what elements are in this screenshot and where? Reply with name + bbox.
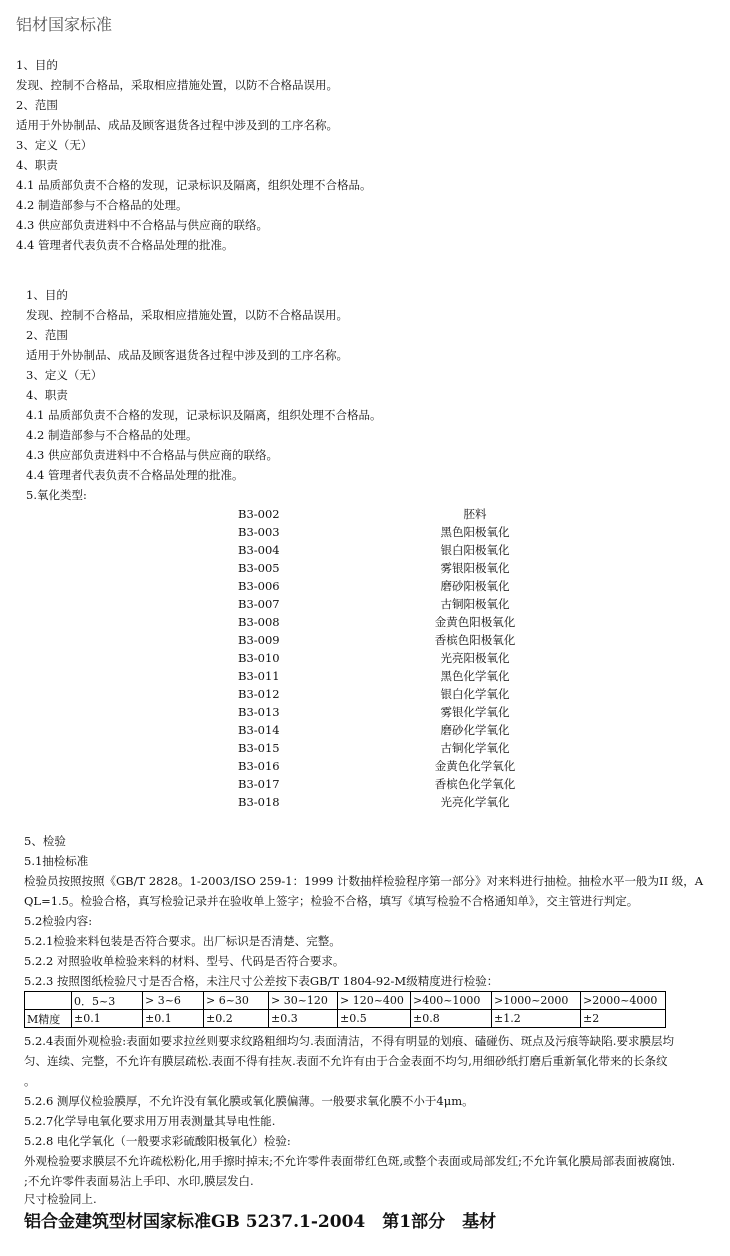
- s1-definition: 3、定义（无）: [16, 138, 93, 152]
- s2-purpose-text: 发现、控制不合格品，采取相应措施处置，以防不合格品误用。: [26, 308, 348, 322]
- oxidation-name: 磨砂阳极氧化: [440, 579, 510, 593]
- s5-2-1: 5.2.1检验来料包装是否符合要求。出厂标识是否清楚、完整。: [24, 934, 341, 948]
- s1-purpose-heading: 1、目的: [16, 58, 58, 72]
- s2-duty-4-1: 4.1 品质部负责不合格的发现，记录标识及隔离，组织处理不合格品。: [26, 408, 382, 422]
- oxidation-name: 光亮阳极氧化: [440, 651, 510, 665]
- oxidation-name: 胚料: [463, 507, 487, 521]
- table-cell: ±0.1: [143, 1010, 204, 1028]
- s2-duty-4-4: 4.4 管理者代表负责不合格品处理的批准。: [26, 468, 244, 482]
- oxidation-code: B3-016: [238, 759, 280, 773]
- oxidation-code: B3-006: [238, 579, 280, 593]
- s2-duty-heading: 4、职责: [26, 388, 68, 402]
- s1-duty-4-4: 4.4 管理者代表负责不合格品处理的批准。: [16, 238, 234, 252]
- s2-scope-heading: 2、范围: [26, 328, 68, 342]
- table-cell: ±0.2: [204, 1010, 269, 1028]
- s1-purpose-text: 发现、控制不合格品，采取相应措施处置，以防不合格品误用。: [16, 78, 338, 92]
- s2-definition: 3、定义（无）: [26, 368, 103, 382]
- table-cell: > 30~120: [269, 992, 338, 1010]
- s1-scope-heading: 2、范围: [16, 98, 58, 112]
- oxidation-name: 磨砂化学氧化: [440, 723, 510, 737]
- table-cell: > 120~400: [338, 992, 411, 1010]
- page-title: 铝材国家标准: [16, 15, 113, 34]
- oxidation-code: B3-005: [238, 561, 280, 575]
- table-cell: >1000~2000: [492, 992, 581, 1010]
- table-cell: M精度: [25, 1010, 72, 1028]
- table-cell: >2000~4000: [581, 992, 666, 1010]
- table-cell: ±1.2: [492, 1010, 581, 1028]
- s5-1-heading: 5.1抽检标准: [24, 854, 89, 868]
- table-cell: [25, 992, 72, 1010]
- s5-2-6: 5.2.6 测厚仪检验膜厚，不允许没有氧化膜或氧化膜偏薄。一般要求氧化膜不小于4μm。: [24, 1094, 474, 1108]
- s2-oxidation-heading: 5.氧化类型:: [26, 488, 87, 502]
- s5-2-8: 5.2.8 电化学氧化（一般要求彩硫酸阳极氧化）检验:: [24, 1134, 291, 1148]
- s1-duty-4-3: 4.3 供应部负责进料中不合格品与供应商的联络。: [16, 218, 268, 232]
- oxidation-name: 黑色阳极氧化: [440, 525, 510, 539]
- table-cell: ±0.8: [411, 1010, 492, 1028]
- oxidation-name: 雾银阳极氧化: [440, 561, 510, 575]
- oxidation-name: 银白阳极氧化: [440, 543, 510, 557]
- table-cell: ±0.3: [269, 1010, 338, 1028]
- s5-2-4-line2: 匀、连续、完整，不允许有膜层疏松.表面不得有挂灰.表面不允许有由于合金表面不均匀,用细砂纸打磨后重新氧化带来的长条纹: [24, 1054, 668, 1068]
- oxidation-name: 金黄色化学氧化: [434, 759, 516, 773]
- s2-duty-4-2: 4.2 制造部参与不合格品的处理。: [26, 428, 198, 442]
- oxidation-name: 金黄色阳极氧化: [434, 615, 516, 629]
- table-cell: ±0.5: [338, 1010, 411, 1028]
- s5-1-para-line1: 检验员按照按照《GB/T 2828。1-2003/ISO 259-1：1999 计数抽样检验程序第一部分》对来料进行抽检。抽检水平一般为II 级，A: [24, 874, 704, 888]
- s1-duty-4-2: 4.2 制造部参与不合格品的处理。: [16, 198, 188, 212]
- s5-2-heading: 5.2检验内容:: [24, 914, 93, 928]
- oxidation-name: 古铜阳极氧化: [440, 597, 510, 611]
- s1-scope-text: 适用于外协制品、成品及顾客退货各过程中涉及到的工序名称。: [16, 118, 338, 132]
- oxidation-code: B3-004: [238, 543, 280, 557]
- oxidation-code: B3-009: [238, 633, 280, 647]
- table-cell: 0．5~3: [72, 992, 143, 1010]
- s1-duty-heading: 4、职责: [16, 158, 58, 172]
- size-check: 尺寸检验同上.: [24, 1192, 97, 1206]
- oxidation-name: 雾银化学氧化: [440, 705, 510, 719]
- oxidation-code: B3-002: [238, 507, 280, 521]
- s5-2-4-line1: 5.2.4表面外观检验:表面如要求拉丝则要求纹路粗细均匀.表面清洁，不得有明显的划痕、磕碰伤、斑点及污痕等缺陷.要求膜层均: [24, 1034, 674, 1048]
- s5-2-2: 5.2.2 对照验收单检验来料的材料、型号、代码是否符合要求。: [24, 954, 345, 968]
- oxidation-code: B3-003: [238, 525, 280, 539]
- table-cell: > 6~30: [204, 992, 269, 1010]
- s5-1-para-line2: QL=1.5。检验合格，真写检验记录并在验收单上签字；检验不合格，填写《填写检验不合格通知单》，交主管进行判定。: [24, 894, 639, 908]
- oxidation-code: B3-013: [238, 705, 280, 719]
- appearance-check-line1: 外观检验要求膜层不允许疏松粉化,用手擦时掉末;不允许零件表面带红色斑,或整个表面或局部发红;不允许氧化膜局部表面被腐蚀.: [24, 1154, 676, 1168]
- oxidation-code: B3-014: [238, 723, 280, 737]
- oxidation-code: B3-008: [238, 615, 280, 629]
- oxidation-code: B3-015: [238, 741, 280, 755]
- s1-duty-4-1: 4.1 品质部负责不合格的发现，记录标识及隔离，组织处理不合格品。: [16, 178, 372, 192]
- s5-2-7: 5.2.7化学导电氧化要求用万用表测量其导电性能.: [24, 1114, 276, 1128]
- table-cell: >400~1000: [411, 992, 492, 1010]
- table-cell: > 3~6: [143, 992, 204, 1010]
- table-row: [25, 1010, 666, 1028]
- s5-2-4-line3: 。: [24, 1074, 36, 1088]
- oxidation-name: 古铜化学氧化: [440, 741, 510, 755]
- oxidation-name: 光亮化学氧化: [440, 795, 510, 809]
- oxidation-code: B3-010: [238, 651, 280, 665]
- table-cell: ±2: [581, 1010, 666, 1028]
- oxidation-name: 香槟色阳极氧化: [434, 633, 516, 647]
- oxidation-name: 香槟色化学氧化: [434, 777, 516, 791]
- oxidation-name: 黑色化学氧化: [440, 669, 510, 683]
- table-cell: ±0.1: [72, 1010, 143, 1028]
- s5-2-3: 5.2.3 按照图纸检验尺寸是否合格，未注尺寸公差按下表GB/T 1804-92-M级精度进行检验：: [24, 974, 499, 988]
- oxidation-code: B3-011: [238, 669, 280, 683]
- footer-heading: 铝合金建筑型材国家标准GB 5237.1-2004 第1部分 基材: [24, 1212, 497, 1232]
- tolerance-table: [24, 991, 666, 1028]
- s2-scope-text: 适用于外协制品、成品及顾客退货各过程中涉及到的工序名称。: [26, 348, 348, 362]
- s2-purpose-heading: 1、目的: [26, 288, 68, 302]
- s5-heading: 5、检验: [24, 834, 66, 848]
- oxidation-code: B3-007: [238, 597, 280, 611]
- oxidation-code: B3-012: [238, 687, 280, 701]
- oxidation-name: 银白化学氧化: [440, 687, 510, 701]
- table-row: [25, 992, 666, 1010]
- oxidation-code: B3-017: [238, 777, 280, 791]
- s2-duty-4-3: 4.3 供应部负责进料中不合格品与供应商的联络。: [26, 448, 278, 462]
- appearance-check-line2: ;不允许零件表面易沾上手印、水印,膜层发白.: [24, 1174, 254, 1188]
- oxidation-code: B3-018: [238, 795, 280, 809]
